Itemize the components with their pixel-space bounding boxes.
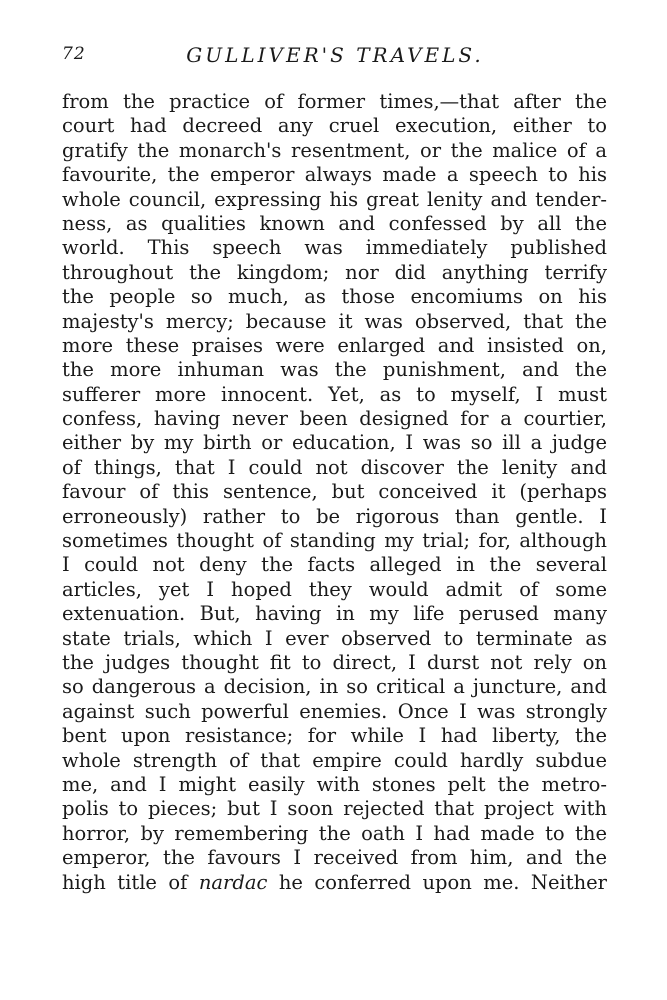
text-line: majesty's mercy; because it was observed, that the (62, 309, 607, 333)
text-line: erroneously) rather to be rigorous than gentle. I (62, 504, 607, 528)
last-line-start: high title of (62, 870, 188, 894)
text-line: bent upon resistance; for while I had liberty, the (62, 724, 607, 748)
text-line-last (62, 871, 607, 895)
text-line: against such powerful enemies. Once I was strongly (62, 699, 607, 723)
text-line: articles, yet I hoped they would admit of some (62, 577, 607, 601)
running-head: GULLIVER'S TRAVELS. (186, 43, 484, 67)
text-line: polis to pieces; but I soon rejected that project with (62, 797, 607, 821)
text-line: I could not deny the facts alleged in the several (62, 553, 607, 577)
text-line: so dangerous a decision, in so critical a juncture, and (62, 675, 607, 699)
text-line: world. This speech was immediately published (62, 236, 607, 260)
text-line: of things, that I could not discover the lenity and (62, 455, 607, 479)
text-line: the judges thought fit to direct, I durst not rely on (62, 650, 607, 674)
text-line: throughout the kingdom; nor did anything terrify (62, 260, 607, 284)
text-line: whole council, expressing his great lenity and tender- (62, 187, 607, 211)
text-line: sometimes thought of standing my trial; for, although (62, 529, 607, 553)
page-number: 72 (62, 44, 86, 64)
last-line-end: he conferred upon me. Neither (278, 870, 608, 894)
text-line: horror, by remembering the oath I had made to the (62, 821, 607, 845)
text-line: state trials, which I ever observed to terminate as (62, 626, 607, 650)
text-line: favourite, the emperor always made a speech to his (62, 163, 607, 187)
text-line: the more inhuman was the punishment, and the (62, 358, 607, 382)
text-line: extenuation. But, having in my life perused many (62, 602, 607, 626)
italic-word-nardac: nardac (198, 870, 268, 894)
body-text (62, 90, 607, 895)
text-line: emperor, the favours I received from him, and the (62, 846, 607, 870)
text-line: the people so much, as those encomiums on his (62, 285, 607, 309)
text-line: gratify the monarch's resentment, or the malice of a (62, 138, 607, 162)
text-line: sufferer more innocent. Yet, as to myself, I must (62, 382, 607, 406)
text-line: court had decreed any cruel execution, either to (62, 114, 607, 138)
text-line: favour of this sentence, but conceived it (perhaps (62, 480, 607, 504)
text-line: from the practice of former times,—that after the (62, 90, 607, 113)
text-line: ness, as qualities known and confessed by all the (62, 211, 607, 235)
text-line: either by my birth or education, I was so ill a judge (62, 431, 607, 455)
text-line: whole strength of that empire could hardly subdue (62, 748, 607, 772)
text-line: me, and I might easily with stones pelt the metro- (62, 772, 607, 796)
text-line: more these praises were enlarged and insisted on, (62, 333, 607, 357)
text-line: confess, having never been designed for a courtier, (62, 407, 607, 431)
